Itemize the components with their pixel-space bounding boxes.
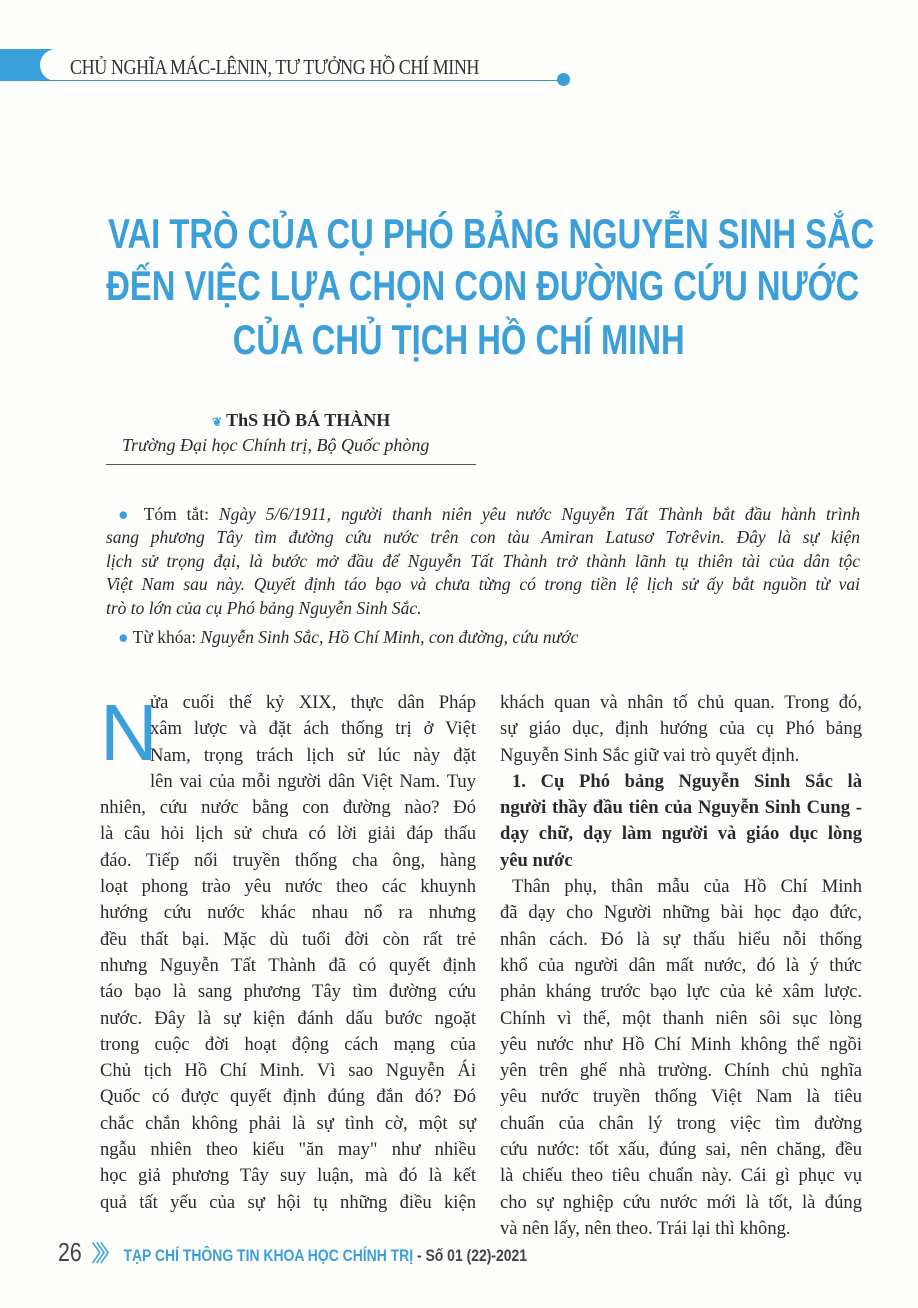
drop-cap: N bbox=[100, 688, 158, 777]
text-line: đáo. Tiếp nối truyền thống cha ông, hàng bbox=[100, 849, 476, 871]
text-line: táo bạo là sang phương Tây tìm đường cứu bbox=[100, 981, 476, 1003]
article-title-line: VAI TRÒ CỦA CỤ PHÓ BẢNG NGUYỄN SINH SẮC bbox=[108, 210, 875, 257]
author-icon: ❦ bbox=[212, 415, 223, 429]
text-line: Thân phụ, thân mẫu của Hồ Chí Minh bbox=[512, 876, 862, 898]
footer bbox=[58, 1237, 527, 1268]
issue-number: - Số 01 (22)-2021 bbox=[413, 1246, 528, 1265]
page-number: 26 bbox=[58, 1237, 82, 1267]
keywords: Nguyễn Sinh Sắc, Hồ Chí Minh, con đường, cứu nước bbox=[200, 627, 579, 648]
author-affiliation: Trường Đại học Chính trị, Bộ Quốc phòng bbox=[122, 435, 430, 455]
text-line: chắc chắn không phải là sự tình cờ, một sự bbox=[100, 1112, 476, 1134]
article-title-line: CỦA CHỦ TỊCH HỒ CHÍ MINH bbox=[233, 316, 685, 363]
text-line: 1. Cụ Phó bảng Nguyễn Sinh Sắc là bbox=[512, 770, 862, 792]
text-line: nhưng Nguyễn Tất Thành đã có quyết định bbox=[100, 954, 476, 976]
text-line: loạt phong trào yêu nước theo các khuynh bbox=[100, 876, 476, 898]
text-line: Nguyễn Sinh Sắc giữ vai trò quyết định. bbox=[500, 744, 800, 766]
text-line: nhiên, cứu nước bằng con đường nào? Đó bbox=[100, 797, 476, 819]
bullet-icon: ● bbox=[118, 504, 144, 524]
section-underline bbox=[40, 80, 560, 81]
text-line: xâm lược và đặt ách thống trị ở Việt bbox=[150, 718, 476, 740]
divider bbox=[106, 464, 476, 465]
text-line: người thầy đầu tiên của Nguyễn Sinh Cung - bbox=[500, 797, 862, 819]
journal-name: TẠP CHÍ THÔNG TIN KHOA HỌC CHÍNH TRỊ bbox=[123, 1246, 414, 1265]
text-line: Chính vì thế, một thanh niên sôi sục lòng bbox=[500, 1007, 862, 1029]
abstract-line: sang phương Tây tìm đường cứu nước trên con tàu Amiran Latusơ Tơrêvin. Đây là sự kiện bbox=[106, 527, 860, 548]
text-line: đều thất bại. Mặc dù tuổi đời còn rất trẻ bbox=[100, 928, 476, 950]
text-line: cứu nước: tốt xấu, đúng sai, nên chăng, đều bbox=[500, 1139, 862, 1161]
text-line: phản kháng trước bạo lực của kẻ xâm lược. bbox=[500, 981, 862, 1003]
abstract-line: lịch sử trọng đại, là bước mở đầu để Nguyễn Tất Thành trở thành lãnh tụ thiên tài của dân tộc bbox=[106, 550, 860, 571]
abstract-line: Ngày 5/6/1911, người thanh niên yêu nước Nguyễn Tất Thành bắt đầu hành trình bbox=[218, 504, 860, 524]
text-line: chuẩn của chân lý trong việc tìm đường bbox=[500, 1112, 862, 1134]
abstract-label: Tóm tắt: bbox=[143, 504, 209, 524]
abstract bbox=[106, 503, 860, 649]
text-line: khổ của người dân mất nước, đó là ý thức bbox=[500, 954, 862, 976]
text-line: hướng cứu nước khác nhau nổ ra nhưng bbox=[100, 902, 476, 924]
left-column bbox=[100, 690, 476, 1216]
text-line: yên trên ghế nhà trường. Chính chủ nghĩa bbox=[500, 1060, 862, 1082]
chevrons-icon: 〉〉〉 bbox=[91, 1241, 114, 1266]
text-line: khách quan và nhân tố chủ quan. Trong đó, bbox=[500, 692, 862, 713]
abstract-line: trò to lớn của cụ Phó bảng Nguyễn Sinh Sắc. bbox=[106, 597, 422, 618]
right-column bbox=[500, 690, 862, 1242]
text-line: đã dạy cho Người những bài học đạo đức, bbox=[500, 902, 862, 924]
text-line: Chủ tịch Hồ Chí Minh. Vì sao Nguyễn Ái bbox=[100, 1060, 476, 1082]
text-line: sự giáo dục, định hướng của cụ Phó bảng bbox=[500, 718, 862, 740]
keywords-label: Từ khóa: bbox=[132, 627, 197, 648]
text-line: Quốc có được quyết định đúng đắn đó? Đó bbox=[100, 1086, 476, 1108]
author bbox=[212, 410, 390, 431]
article-title-line: ĐẾN VIỆC LỰA CHỌN CON ĐƯỜNG CỨU NƯỚC bbox=[106, 262, 860, 309]
section-dot bbox=[557, 73, 570, 86]
text-line: lên vai của mỗi người dân Việt Nam. Tuy bbox=[150, 770, 476, 792]
text-line: học giả phương Tây suy luận, mà đó là kết bbox=[100, 1165, 476, 1187]
text-line: dạy chữ, dạy làm người và giáo dục lòng bbox=[500, 823, 862, 845]
abstract-line: Việt Nam sau này. Quyết định táo bạo và chưa từng có trong tiền lệ lịch sử ấy bắt nguồn từ vai bbox=[106, 574, 860, 595]
text-line: quả tất yếu của sự hội tụ những điều kiện bbox=[100, 1191, 476, 1213]
text-line: yêu nước truyền thống Việt Nam là tiêu bbox=[500, 1086, 862, 1108]
author-name: ThS HỒ BÁ THÀNH bbox=[226, 410, 391, 430]
text-line: cho sự nghiệp cứu nước mới là tốt, là đúng bbox=[500, 1191, 862, 1213]
bullet-icon: ● bbox=[118, 627, 133, 648]
text-line: nước. Đây là sự kiện đánh dấu bước ngoặt bbox=[100, 1007, 476, 1029]
text-line: trong cuộc đời hoạt động cách mạng của bbox=[100, 1033, 476, 1055]
section-header: CHỦ NGHĨA MÁC-LÊNIN, TƯ TƯỞNG HỒ CHÍ MINH bbox=[70, 55, 480, 79]
text-line: là câu hỏi lịch sử chưa có lời giải đáp thấu bbox=[100, 823, 476, 845]
text-line: ửa cuối thế kỷ XIX, thực dân Pháp bbox=[150, 692, 476, 713]
text-line: nhân cách. Đó là sự thấu hiểu nỗi thống bbox=[500, 928, 862, 950]
text-line: yêu nước bbox=[500, 849, 573, 871]
text-line: là chiếu theo tiêu chuẩn này. Cái gì phục vụ bbox=[500, 1165, 862, 1187]
text-line: Nam, trọng trách lịch sử lúc này đặt bbox=[150, 744, 476, 766]
text-line: yêu nước như Hồ Chí Minh không thể ngồi bbox=[500, 1033, 862, 1055]
text-line: ngẫu nhiên theo kiểu "ăn may" như nhiều bbox=[100, 1139, 476, 1161]
text-line: và nên lấy, nên theo. Trái lại thì không. bbox=[500, 1217, 791, 1239]
